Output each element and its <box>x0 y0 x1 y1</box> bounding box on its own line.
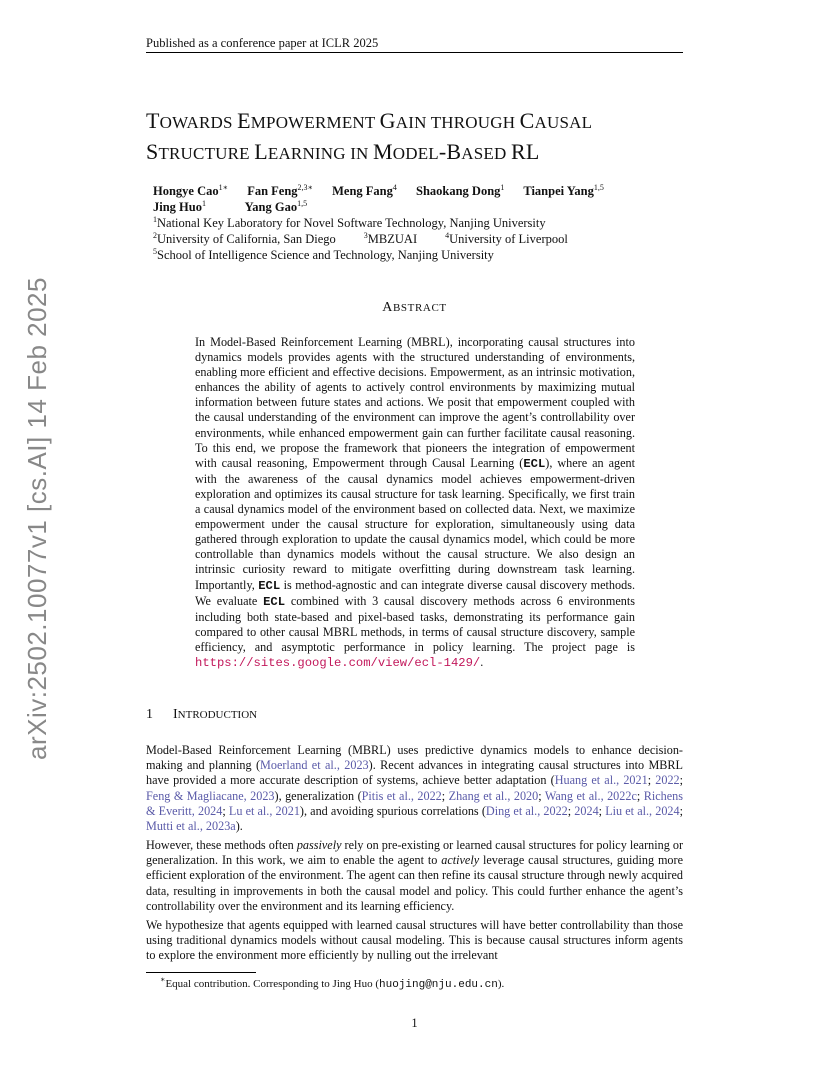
author: Shaokang Dong$^1$ <box>416 183 505 198</box>
citation-link[interactable]: Moerland et al., 2023 <box>260 758 369 773</box>
project-page-link[interactable]: https://sites.google.com/view/ecl-1429/ <box>195 655 481 670</box>
citation-link[interactable]: Lu et al., 2021 <box>228 803 300 818</box>
author: Jing Huo$^1$ <box>153 199 206 214</box>
author: Hongye Cao$^{1∗}$ <box>153 183 229 198</box>
citation-link[interactable]: Liu et al., 2024 <box>605 803 680 818</box>
abstract-text: In Model-Based Reinforcement Learning (MBRL), incorporating causal structures into dynamics models provides agents with the structured understanding of environments, enabling more efficient and effective decisions. Empowerment, as an intrinsic motivation, enhances the ability of agents to actively control environments by maximizing mutual information between future states and actions. We posit that empowerment coupled with the causal understanding of the environment can improve the agent’s controllability over environments, while enhanced empowerment gain can further facilitate causal reasoning. To this end, we propose the framework that pioneers the integration of empowerment with causal reasoning, Empowerment through Causal Learning (ECL), where an agent with the awareness of the causal dynamics model achieves empowerment-driven exploration and optimizes its causal structure for task learning. Specifically, we first train a causal dynamics model of the environment based on collected data. Next, we maximize empowerment under the causal structure for exploration, simultaneously using data gathered through exploration to update the causal dynamics model, which could be more controllable than dynamics models without the causal structure. We also design an intrinsic curiosity reward to mitigate overfitting during downstream task learning. Importantly, ECL is method-agnostic and can integrate diverse causal discovery methods. We evaluate ECL combined with 3 causal discovery methods across 6 environments including both state-based and pixel-based tasks, demonstrating its performance gain compared to other causal MBRL methods, in terms of causal structure discovery, sample efficiency, and asymptotic performance in policy learning. The project page is https://sites.google.com/view/ecl-1429/. <box>195 335 635 670</box>
citation-link[interactable]: Zhang et al., 2020 <box>448 788 539 803</box>
citation-link[interactable]: Richens & Everitt, 2024 <box>146 788 683 818</box>
email-link[interactable]: huojing@nju.edu.cn <box>379 979 498 991</box>
citation-link[interactable]: Mutti et al., 2023a <box>146 819 236 834</box>
citation-link[interactable]: Feng & Magliacane, 2023 <box>146 788 275 803</box>
author: Fan Feng$^{2,3∗}$ <box>247 183 313 198</box>
running-header: Published as a conference paper at ICLR 2025 <box>146 34 683 53</box>
footnote-rule <box>146 972 256 973</box>
arxiv-stamp: arXiv:2502.10077v1 [cs.AI] 14 Feb 2025 <box>22 277 52 760</box>
section-heading: 1 INTRODUCTION <box>146 707 258 722</box>
citation-link[interactable]: Pitis et al., 2022 <box>361 788 442 803</box>
citation-link[interactable]: Ding et al., 2022 <box>485 803 568 818</box>
citation-link[interactable]: 2022 <box>655 773 680 788</box>
author-list <box>153 183 673 215</box>
intro-paragraph-3: We hypothesize that agents equipped with learned causal structures will have better controllability than those using traditional dynamics models without causal modeling. This is because causal structures inform agents to explore the environment more efficiently by nulling out the irrelevant <box>146 918 683 963</box>
intro-paragraph-1: Model-Based Reinforcement Learning (MBRL) uses predictive dynamics models to enhance decision-making and planning (Moerland et al., 2023). Recent advances in integrating causal structures into MBRL have provided a more accurate description of systems, achieve better adaptation (Huang et al., 2021; 2022; Feng & Magliacane, 2023), generalization (Pitis et al., 2022; Zhang et al., 2020; Wang et al., 2022c; Richens & Everitt, 2024; Lu et al., 2021), and avoiding spurious correlations (Ding et al., 2022; 2024; Liu et al., 2024; Mutti et al., 2023a). <box>146 743 684 834</box>
intro-paragraph-2: However, these methods often passively rely on pre-existing or learned causal structures for policy learning or generalization. In this work, we aim to enable the agent to actively leverage causal structures, guiding more efficient exploration of the environment. The agent can then refine its causal structure through newly acquired data, resulting in improvements in both the causal model and policy. This could further enhance the agent’s controllability over the environment and its learning efficiency. <box>146 838 683 913</box>
author: Meng Fang$^4$ <box>332 183 397 198</box>
citation-link[interactable]: Wang et al., 2022c <box>544 788 637 803</box>
citation-link[interactable]: 2024 <box>574 803 599 818</box>
author: Tianpei Yang$^{1,5}$ <box>523 183 604 198</box>
paper-title: TOWARDS EMPOWERMENT GAIN THROUGH CAUSAL STRUCTURE LEARNING IN MODEL-BASED RL <box>146 108 593 164</box>
page-number: 1 <box>411 1016 418 1030</box>
affiliations: $^1$National Key Laboratory for Novel Software Technology, Nanjing University $^2$University of California, San Diego $^3$MBZUAI $^4$University of Liverpool $^5$School of Intelligence Science and Technology, Nanjing University <box>153 215 568 262</box>
abstract-heading: ABSTRACT <box>382 300 447 315</box>
citation-link[interactable]: Huang et al., 2021 <box>554 773 648 788</box>
author: Yang Gao$^{1,5}$ <box>244 199 308 214</box>
footnote: ∗Equal contribution. Corresponding to Jing Huo (huojing@nju.edu.cn). <box>160 975 505 991</box>
